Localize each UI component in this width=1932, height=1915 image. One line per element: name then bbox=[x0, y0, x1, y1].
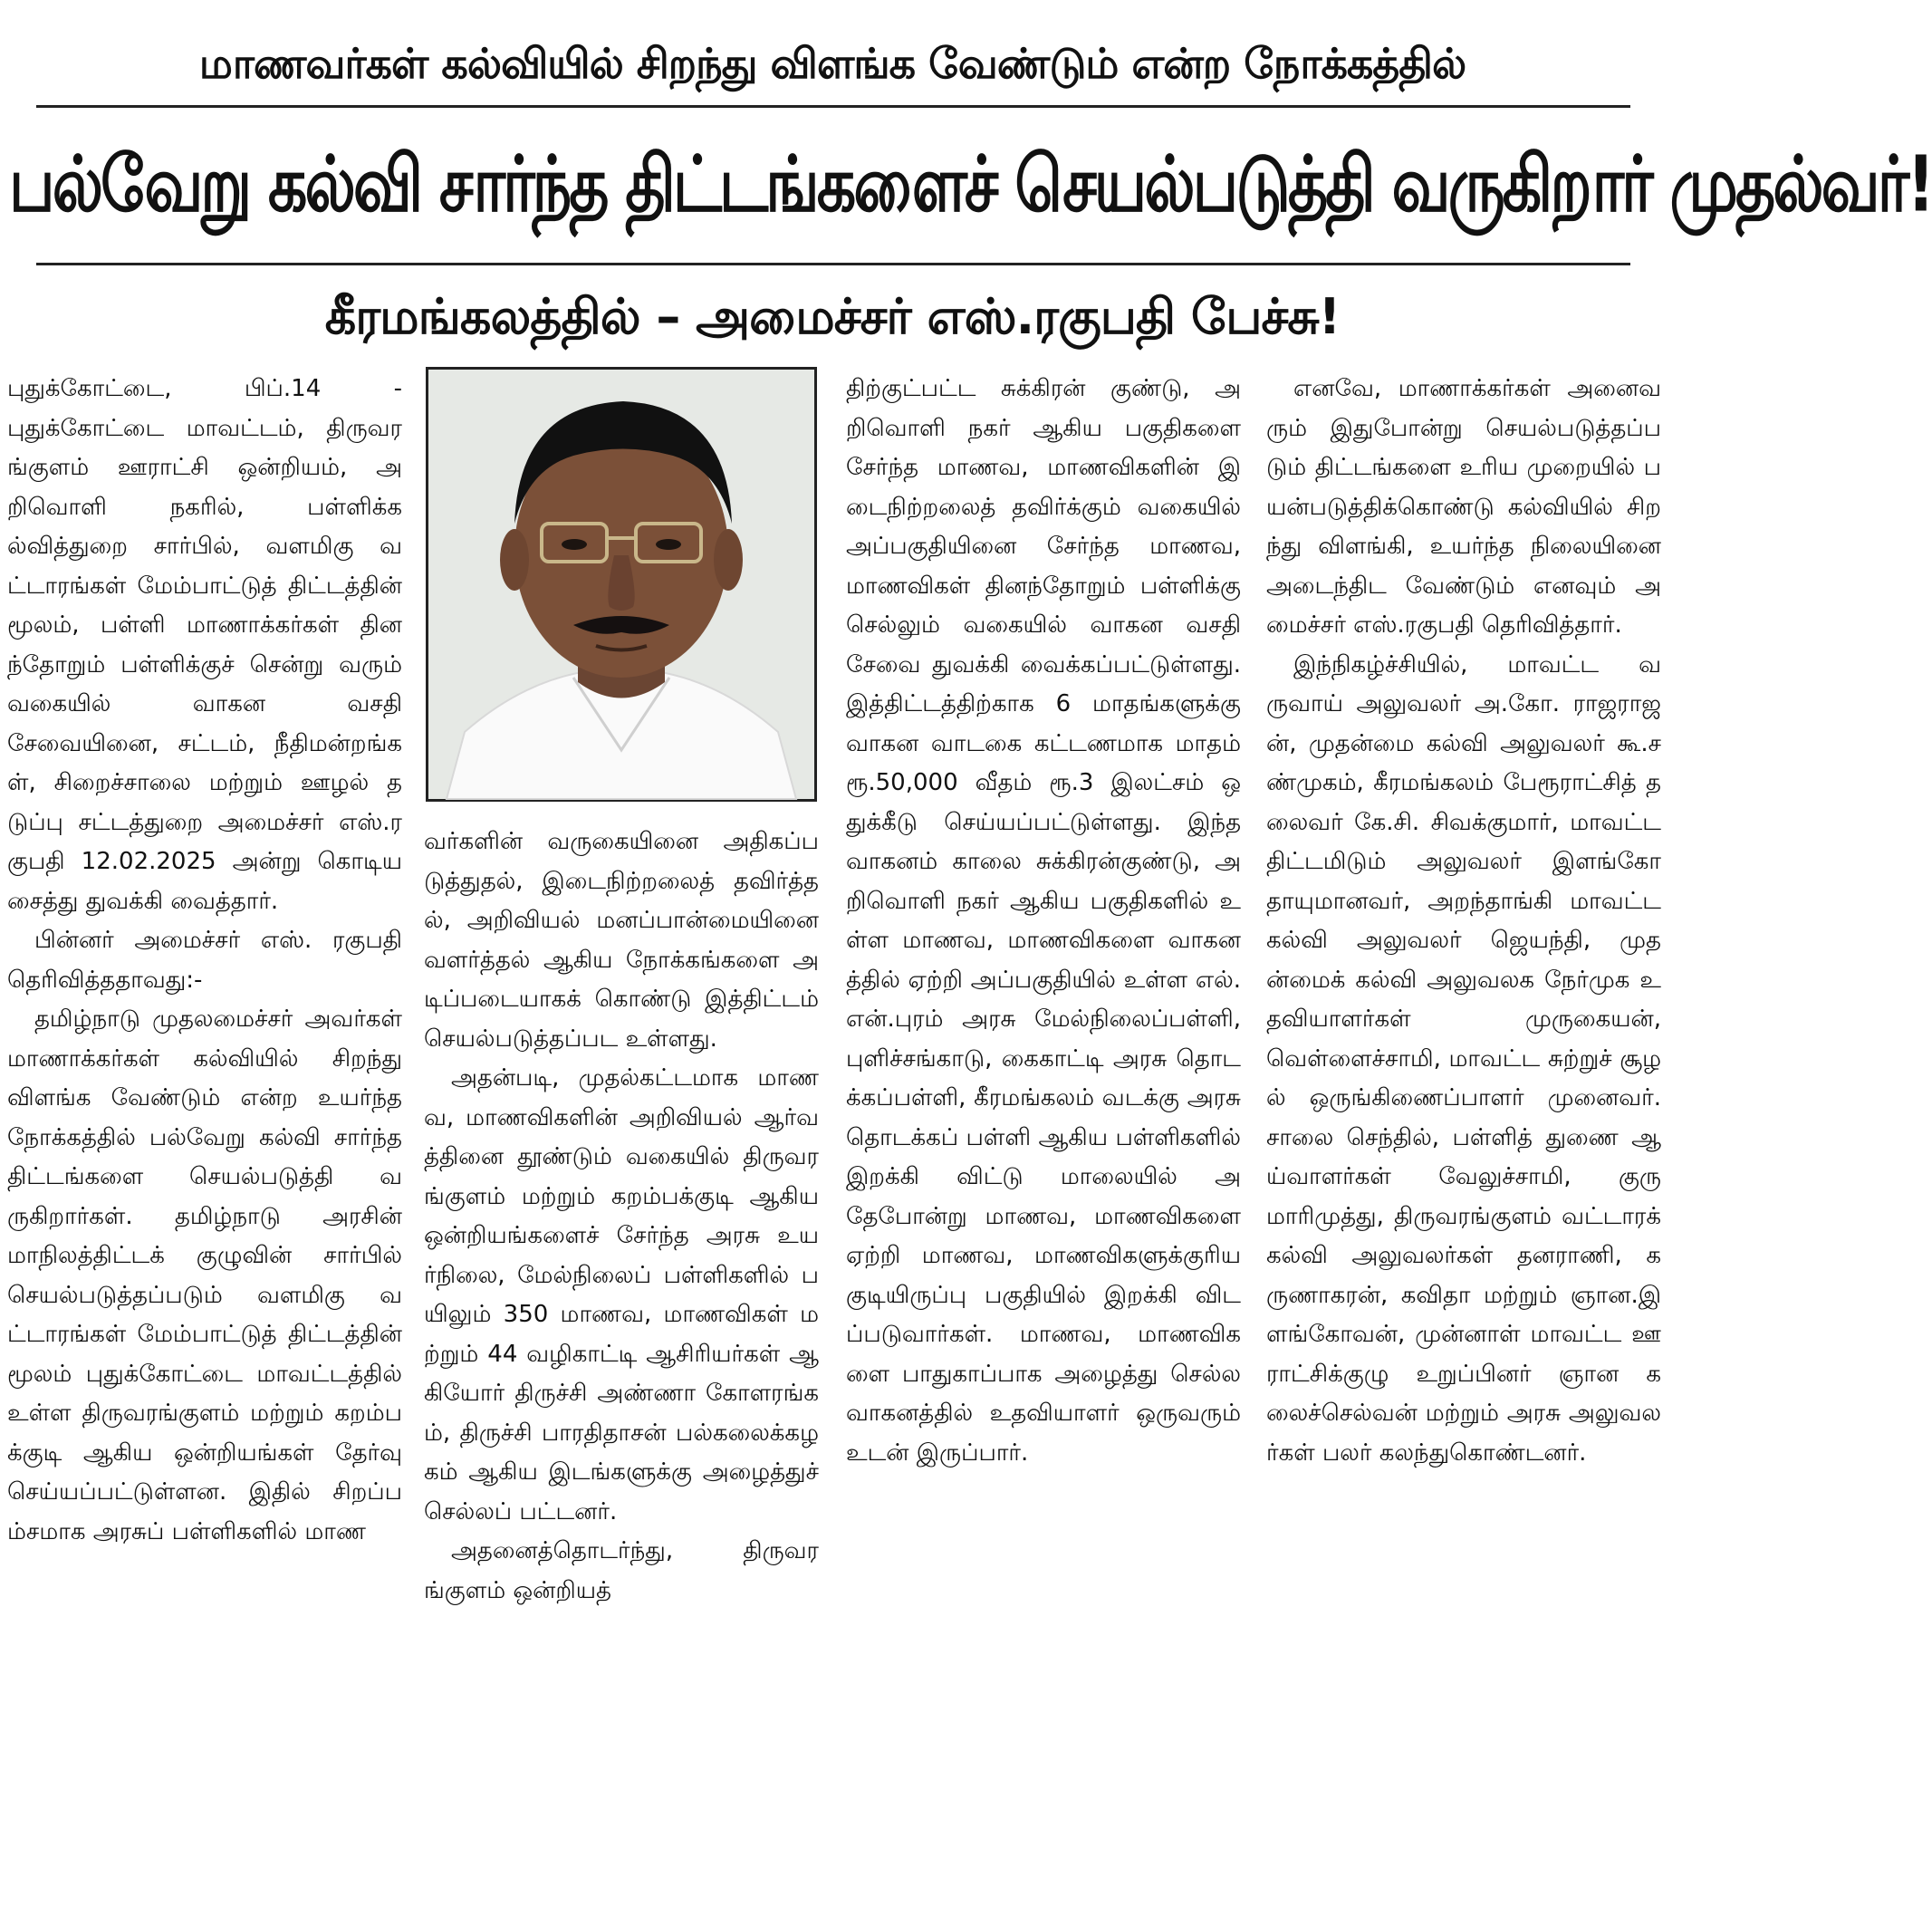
paragraph: அதனைத்தொடர்ந்து, திருவரங்குளம் ஒன்றியத் bbox=[424, 1537, 819, 1604]
main-headline: பல்வேறு கல்வி சார்ந்த திட்டங்களைச் செயல்படுத்தி வருகிறார் முதல்வர்! bbox=[9, 140, 1932, 230]
article-column-1 bbox=[7, 370, 402, 1910]
portrait-photo bbox=[426, 367, 817, 802]
divider bbox=[36, 105, 1630, 108]
paragraph: திற்குட்பட்ட சுக்கிரன் குண்டு, அறிவொளி நகர் ஆகிய பகுதிகளை சேர்ந்த மாணவ, மாணவிகளின் இடைநிற்றலைத் தவிர்க்கும் வகையில் அப்பகுதியினை சேர்ந்த மாணவ, மாணவிகள் தினந்தோறும் பள்ளிக்கு செல்லும் வகையில் வாகன வசதி சேவை துவக்கி வைக்கப்பட்டுள்ளது. இத்திட்டத்திற்காக 6 மாதங்களுக்கு வாகன வாடகை கட்டணமாக மாதம் ரூ.50,000 வீதம் ரூ.3 இலட்சம் ஒதுக்கீடு செய்யப்பட்டுள்ளது. இந்த வாகனம் காலை சுக்கிரன்குண்டு, அறிவொளி நகர் ஆகிய பகுதிகளில் உள்ள மாணவ, மாணவிகளை வாகனத்தில் ஏற்றி அப்பகுதியில் உள்ள எல்.என்.புரம் அரசு மேல்நிலைப்பள்ளி, புளிச்சங்காடு, கைகாட்டி அரசு தொடக்கப்பள்ளி, கீரமங்கலம் வடக்கு அரசு தொடக்கப் பள்ளி ஆகிய பள்ளிகளில் இறக்கி விட்டு மாலையில் அதேபோன்று மாணவ, மாணவிகளை ஏற்றி மாணவ, மாணவிகளுக்குரிய குடியிருப்பு பகுதியில் இறக்கி விடப்படுவார்கள். மாணவ, மாணவிகளை பாதுகாப்பாக அழைத்து செல்ல வாகனத்தில் உதவியாளர் ஒருவரும் உடன் இருப்பார். bbox=[846, 375, 1241, 1467]
paragraph: புதுக்கோட்டை, பிப்.14 - புதுக்கோட்டை மாவட்டம், திருவரங்குளம் ஊராட்சி ஒன்றியம், அறிவொளி நகரில், பள்ளிக்கல்வித்துறை சார்பில், வளமிகு வட்டாரங்கள் மேம்பாட்டுத் திட்டத்தின் மூலம், பள்ளி மாணாக்கர்கள் தினந்தோறும் பள்ளிக்குச் சென்று வரும் வகையில் வாகன வசதி சேவையினை, சட்டம், நீதிமன்றங்கள், சிறைச்சாலை மற்றும் ஊழல் தடுப்பு சட்டத்துறை அமைச்சர் எஸ்.ரகுபதி 12.02.2025 அன்று கொடியசைத்து துவக்கி வைத்தார். bbox=[7, 375, 402, 915]
paragraph: இந்நிகழ்ச்சியில், மாவட்ட வருவாய் அலுவலர் அ.கோ. ராஜராஜன், முதன்மை கல்வி அலுவலர் கூ.சண்முகம், கீரமங்கலம் பேரூராட்சித் தலைவர் கே.சி. சிவக்குமார், மாவட்ட திட்டமிடும் அலுவலர் இளங்கோ தாயுமானவர், அறந்தாங்கி மாவட்ட கல்வி அலுவலர் ஜெயந்தி, முதன்மைக் கல்வி அலுவலக நேர்முக உதவியாளர்கள் முருகையன், வெள்ளைச்சாமி, மாவட்ட சுற்றுச் சூழல் ஒருங்கிணைப்பாளர் முனைவர். சாலை செந்தில், பள்ளித் துணை ஆய்வாளர்கள் வேலுச்சாமி, குரு மாரிமுத்து, திருவரங்குளம் வட்டாரக் கல்வி அலுவலர்கள் தனராணி, கருணாகரன், கவிதா மற்றும் ஞான.இளங்கோவன், முன்னாள் மாவட்ட ஊராட்சிக்குழு உறுப்பினர் ஞான கலைச்செல்வன் மற்றும் அரசு அலுவலர்கள் பலர் கலந்துகொண்டனர். bbox=[1266, 650, 1661, 1467]
article-column-4 bbox=[1266, 370, 1661, 1910]
article-column-3 bbox=[846, 370, 1241, 1910]
paragraph: எனவே, மாணாக்கர்கள் அனைவரும் இதுபோன்று செயல்படுத்தப்படும் திட்டங்களை உரிய முறையில் பயன்படுத்திக்கொண்டு கல்வியில் சிறந்து விளங்கி, உயர்ந்த நிலையினை அடைந்திட வேண்டும் எனவும் அமைச்சர் எஸ்.ரகுபதி தெரிவித்தார். bbox=[1266, 375, 1661, 639]
paragraph: வர்களின் வருகையினை அதிகப்படுத்துதல், இடைநிற்றலைத் தவிர்த்தல், அறிவியல் மனப்பான்மையினை வளர்த்தல் ஆகிய நோக்கங்களை அடிப்படையாகக் கொண்டு இத்திட்டம் செயல்படுத்தப்பட உள்ளது. bbox=[424, 828, 819, 1053]
article-column-2 bbox=[424, 823, 819, 1910]
sub-headline: கீரமங்கலத்தில் – அமைச்சர் எஸ்.ரகுபதி பேச்சு! bbox=[324, 288, 1341, 345]
kicker-headline: மாணவர்கள் கல்வியில் சிறந்து விளங்க வேண்டும் என்ற நோக்கத்தில் bbox=[198, 39, 1466, 88]
divider bbox=[36, 263, 1630, 265]
paragraph: பின்னர் அமைச்சர் எஸ். ரகுபதி தெரிவித்ததாவது:- bbox=[7, 927, 402, 994]
paragraph: அதன்படி, முதல்கட்டமாக மாணவ, மாணவிகளின் அறிவியல் ஆர்வத்தினை தூண்டும் வகையில் திருவரங்குளம் மற்றும் கறம்பக்குடி ஆகிய ஒன்றியங்களைச் சேர்ந்த அரசு உயர்நிலை, மேல்நிலைப் பள்ளிகளில் பயிலும் 350 மாணவ, மாணவிகள் மற்றும் 44 வழிகாட்டி ஆசிரியர்கள் ஆகியோர் திருச்சி அண்ணா கோளரங்கம், திருச்சி பாரதிதாசன் பல்கலைக்கழகம் ஆகிய இடங்களுக்கு அழைத்துச் செல்லப் பட்டனர். bbox=[424, 1064, 819, 1525]
portrait-photo-icon bbox=[428, 370, 814, 799]
paragraph: தமிழ்நாடு முதலமைச்சர் அவர்கள் மாணாக்கர்கள் கல்வியில் சிறந்து விளங்க வேண்டும் என்ற உயர்ந்த நோக்கத்தில் பல்வேறு கல்வி சார்ந்த திட்டங்களை செயல்படுத்தி வருகிறார்கள். தமிழ்நாடு அரசின் மாநிலத்திட்டக் குழுவின் சார்பில் செயல்படுத்தப்படும் வளமிகு வட்டாரங்கள் மேம்பாட்டுத் திட்டத்தின் மூலம் புதுக்கோட்டை மாவட்டத்தில் உள்ள திருவரங்குளம் மற்றும் கறம்பக்குடி ஆகிய ஒன்றியங்கள் தேர்வு செய்யப்பட்டுள்ளன. இதில் சிறப்பம்சமாக அரசுப் பள்ளிகளில் மாண bbox=[7, 1006, 402, 1545]
